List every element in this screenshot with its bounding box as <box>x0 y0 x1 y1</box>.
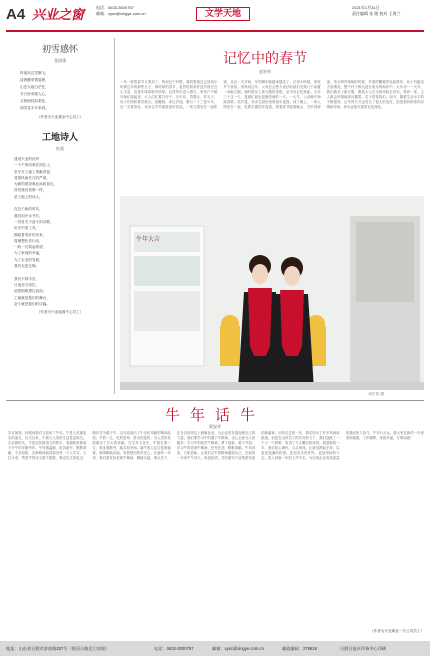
section-title: 文学天地 <box>196 7 250 21</box>
poem-line: 在这个新的时代， <box>14 207 43 212</box>
poem-line: 我们无怨无悔。 <box>14 264 40 269</box>
poem-line: 山峦大地白茫茫， <box>20 85 49 89</box>
footer-phone: 电话：0633-3000787 <box>154 646 194 651</box>
footer-email: 邮箱：xysc@xingye.com.cn <box>212 646 264 651</box>
poem-line: 冒着风雨冬日的严寒， <box>14 175 50 180</box>
poem-line: 建设兴业的河岸 <box>14 157 40 161</box>
poem-line: 将理想化作行动， <box>14 238 43 243</box>
poem1-title: 初雪感怀 <box>41 45 78 55</box>
article-body-text: 一年一度的春节又要到了，每到这个时候，我的思绪总会回到小时候过年的那些日子。那时候的春节，虽然物质条件没有现在这么丰富，但是年味却格外浓厚。记得每年进入腊月，家家户户就开始忙碌起来，大人们忙着扫房子、办年货、蒸馒头、炸丸子，孩子们则盼着穿新衣、放鞭炮、拿压岁钱。腊月二十三是小年，这一天要祭灶，母亲会早早地准备好供品，一家人围坐在一起吃饭，从这一天开始，年的脚步就越来越近了。记得小时候，家里并不富裕，但每到过年，父母总会想方设法给我们兄妹几个添置一身新衣服。那时候穿上新衣服的喜悦，至今仍记忆犹新。大年三十这一天，是最忙碌也是最热闹的一天。一大早，父亲就开始贴春联、挂灯笼，母亲在厨房里准备年夜饭。到了晚上，一家人围坐在一起，吃着丰盛的年夜饭，看着春节联欢晚会，守岁到深夜。零点钟声敲响的时候，外面的鞭炮声此起彼伏，孩子们跑出去放烟花，整个村子都沉浸在欢乐的海洋中。大年初一一大早，我们就穿上新衣服，跟着大人们走街串巷去拜年，每到一家，主人都会热情地拿出糖果、瓜子招待我们。如今，随着生活水平的不断提高，过年的方式也发生了很大的变化，但是那份浓浓的亲情和年味，却永远留在我的记忆深处。 <box>120 80 424 110</box>
poem-line: 我们用汗水书写， <box>14 213 43 218</box>
second-article-body-text: 岁月如梭，转眼间我们又迎来了牛年。牛是人类最忠实的朋友，自古以来，牛就与人类的生活息息相关。在农耕时代，牛是农民最得力的帮手，春耕秋收都离不开牛的辛勤劳作。牛性情温顺，吃苦耐劳，默默奉献，不求回报，这种精神值得我们每一个人学习。古往今来，赞美牛的诗文数不胜数，鲁迅先生曾说过：俯首甘为孺子牛。这句话道出了牛无私奉献的精神品质。牛的一生，吃的是草，挤出的是奶，为人类的发展做出了巨大的贡献。在生肖文化中，牛排在第二位，象征着勤劳、踏实和坚韧。属牛的人往往性格稳重，做事脚踏实地，有着强烈的责任心。在新的一年里，我们要发扬老黄牛精神，脚踏实地，埋头苦干，在各自的岗位上兢兢业业，为企业的发展贡献自己的力量。我们要学习牛的孺子牛精神，全心全意为人民服务；学习牛的拓荒牛精神，勇于创新，敢于开拓；学习牛的老黄牛精神，任劳任怨，默默奉献。牛年到来，万象更新。让我们以牛的精神激励自己，在新的一年里牛气冲天，再创佳绩，共同谱写兴业集团发展的新篇章。回首过去的一年，我们经历了许多风雨和挑战，但是在全体员工的共同努力下，我们战胜了一个又一个困难，取得了令人瞩目的成绩。展望新的一年，我们信心满怀，斗志昂扬。让我们携起手来，以更加饱满的热情、更加务实的作风、更加昂扬的斗志，投入到新一年的工作中去，为实现企业的高质量发展而努力奋斗。牛年行大运，愿大家在新的一年里身体健康，工作顺利，家庭幸福，万事如意！ <box>8 431 424 461</box>
poem1-source: （作者为兴业煤业中心员工） <box>36 115 84 119</box>
poem-line: 日夜坚守岗位， <box>14 282 40 287</box>
poem-line: 一首首关于奋斗的诗歌， <box>14 219 54 224</box>
poem-line: 为新的建设事业添砖加瓦， <box>14 182 58 187</box>
poem-line: 冬日里来暖人心， <box>20 92 49 96</box>
header-date-block <box>352 5 424 17</box>
poem-line: 坚守在工地上奉献青春， <box>14 169 54 174</box>
second-article-title: 牛年话牛 <box>164 406 265 424</box>
poem-line: 昨夜风过雪飘飞， <box>20 71 49 75</box>
poem2-title: 工地诗人 <box>41 133 78 143</box>
second-article-source: （作者为兴业煤业一分公司员工） <box>370 629 424 633</box>
poem-line: 奋斗就是我们的诗篇。 <box>14 301 50 306</box>
second-article-author: 贾安祥 <box>209 424 221 429</box>
poem-line: 瑞雪兆丰年来到。 <box>20 106 49 110</box>
poem-line: 一砖一瓦筑起希望， <box>14 245 47 250</box>
left-column <box>8 36 112 394</box>
poem-line: 描绘着美好的未来， <box>14 232 47 237</box>
poem-line: 迎着困难勇往直前。 <box>14 289 47 294</box>
article-author: 赵宏伟 <box>259 69 271 74</box>
header-phone: 电话：0633-3000787 <box>96 5 134 10</box>
paper-logo: 兴业之窗 <box>32 8 85 23</box>
poem-line: 为了企业的发展， <box>14 257 43 262</box>
poem2-body <box>8 156 112 307</box>
poem-line: 用手中的工具， <box>14 226 40 231</box>
article-title: 记忆中的春节 <box>223 51 307 67</box>
section-rule <box>6 400 424 401</box>
poem1-author: 张国建 <box>54 58 66 63</box>
issue-date: 2021年1月31日 <box>352 5 380 10</box>
editor-line: 责任编辑 张 媛 校对 王海兰 <box>352 11 401 16</box>
poem-line: 玉树琼枝如梨花， <box>20 99 49 103</box>
poem2-source: （作者为兴业能源中心员工） <box>36 310 84 315</box>
photo-banner-text: 牛年大吉 <box>136 236 161 243</box>
page-number: A4 <box>6 6 26 23</box>
poem-line: 我们不辞辛苦， <box>14 276 40 281</box>
footer-bar <box>0 641 430 656</box>
photo-illustration <box>120 196 424 390</box>
header-email: 邮箱：xysc@xingye.com.cn <box>96 11 146 16</box>
photo-caption: 何宏智 摄 <box>368 392 384 396</box>
poem-line: 为了家庭的幸福， <box>14 251 43 256</box>
poem1-body <box>8 70 112 112</box>
header-rule <box>6 30 424 32</box>
header-contact <box>96 5 146 17</box>
poem-line: 一个个的同事在岗位上， <box>14 163 54 168</box>
poem-line: 是工地上的诗人。 <box>14 194 43 199</box>
staff-new-year-photo <box>120 196 424 390</box>
footer-postcode: 邮政编码：276826 <box>282 646 317 651</box>
footer-address: 地址：山东省日照市济南路257号（银河公路北门对面） <box>6 646 110 651</box>
poem-line: 清晨醒来银装裹， <box>20 78 49 82</box>
footer-printer: 日照日报社印务中心印刷 <box>340 646 387 651</box>
poem-line: 工地就是我们的舞台， <box>14 295 50 300</box>
poem-line: 所有建设者都一样， <box>14 188 47 193</box>
poem2-author: 杜贤 <box>56 146 64 151</box>
column-divider <box>114 38 115 394</box>
